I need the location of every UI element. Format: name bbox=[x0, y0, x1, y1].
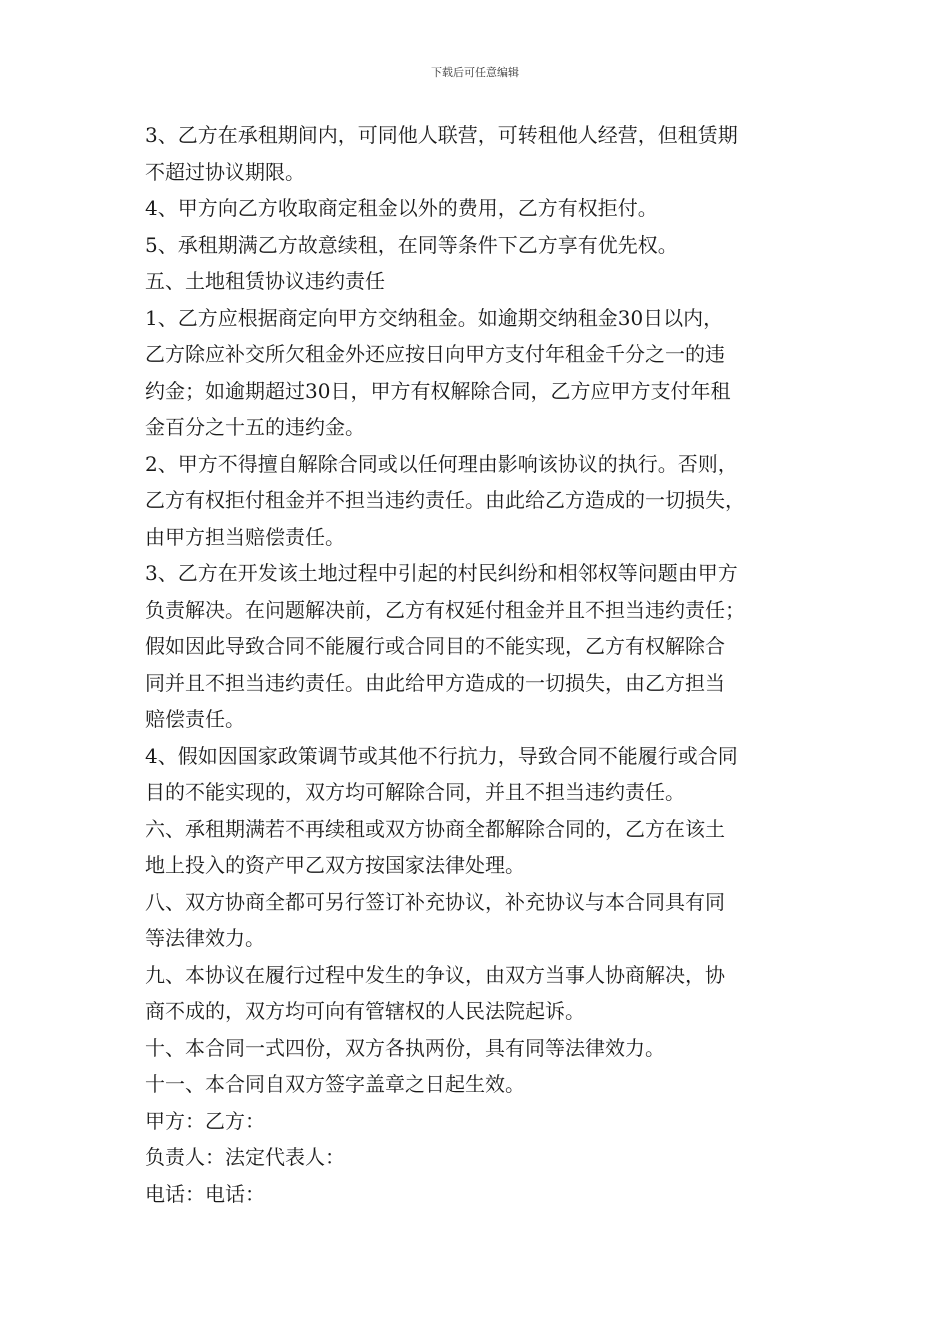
text-line: 商不成的，双方均可向有管辖权的人民法院起诉。 bbox=[145, 999, 585, 1023]
document-body bbox=[145, 117, 825, 1212]
text-line: 假如因此导致合同不能履行或合同目的不能实现，乙方有权解除合 bbox=[145, 634, 725, 658]
text-line: 3、乙方在开发该土地过程中引起的村民纠纷和相邻权等问题由甲方 bbox=[145, 561, 738, 585]
text-line: 约金；如逾期超过30日，甲方有权解除合同，乙方应甲方支付年租 bbox=[145, 378, 731, 403]
text-line: 5、承租期满乙方故意续租，在同等条件下乙方享有优先权。 bbox=[145, 232, 678, 257]
text-line: 3、乙方在承租期间内，可同他人联营，可转租他人经营，但租赁期 bbox=[145, 123, 738, 147]
text-line: 等法律效力。 bbox=[145, 926, 265, 950]
page-header: 下载后可任意编辑 bbox=[431, 66, 519, 79]
section-heading: 八、双方协商全都可另行签订补充协议，补充协议与本合同具有同 bbox=[145, 889, 725, 914]
section-heading: 五、土地租赁协议违约责任 bbox=[145, 269, 385, 293]
signature-line-party: 甲方：乙方： bbox=[145, 1108, 265, 1133]
text-line: 金百分之十五的违约金。 bbox=[145, 415, 365, 439]
text-line: 乙方有权拒付租金并不担当违约责任。由此给乙方造成的一切损失， bbox=[145, 488, 745, 512]
text-line: 负责解决。在问题解决前，乙方有权延付租金并且不担当违约责任； bbox=[145, 597, 745, 622]
text-line: 赔偿责任。 bbox=[145, 707, 245, 731]
section-heading: 十一、本合同自双方签字盖章之日起生效。 bbox=[145, 1072, 525, 1096]
text-line: 4、甲方向乙方收取商定租金以外的费用，乙方有权拒付。 bbox=[145, 196, 658, 220]
text-line: 由甲方担当赔偿责任。 bbox=[145, 524, 345, 549]
signature-line-representative: 负责人：法定代表人： bbox=[145, 1145, 345, 1169]
text-line: 乙方除应补交所欠租金外还应按日向甲方支付年租金千分之一的违 bbox=[145, 342, 725, 366]
text-line: 2、甲方不得擅自解除合同或以任何理由影响该协议的执行。否则， bbox=[145, 451, 738, 476]
text-line: 地上投入的资产甲乙双方按国家法律处理。 bbox=[145, 853, 525, 877]
text-line: 1、乙方应根据商定向甲方交纳租金。如逾期交纳租金30日以内， bbox=[145, 305, 724, 330]
text-line: 4、假如因国家政策调节或其他不行抗力，导致合同不能履行或合同 bbox=[145, 743, 738, 768]
text-line: 不超过协议期限。 bbox=[145, 159, 305, 184]
text-line: 目的不能实现的，双方均可解除合同，并且不担当违约责任。 bbox=[145, 780, 685, 804]
signature-line-phone: 电话：电话： bbox=[145, 1181, 265, 1206]
section-heading: 六、承租期满若不再续租或双方协商全都解除合同的，乙方在该土 bbox=[145, 816, 725, 841]
text-line: 同并且不担当违约责任。由此给甲方造成的一切损失，由乙方担当 bbox=[145, 670, 725, 695]
section-heading: 十、本合同一式四份，双方各执两份，具有同等法律效力。 bbox=[145, 1035, 665, 1060]
section-heading: 九、本协议在履行过程中发生的争议，由双方当事人协商解决，协 bbox=[145, 962, 725, 987]
